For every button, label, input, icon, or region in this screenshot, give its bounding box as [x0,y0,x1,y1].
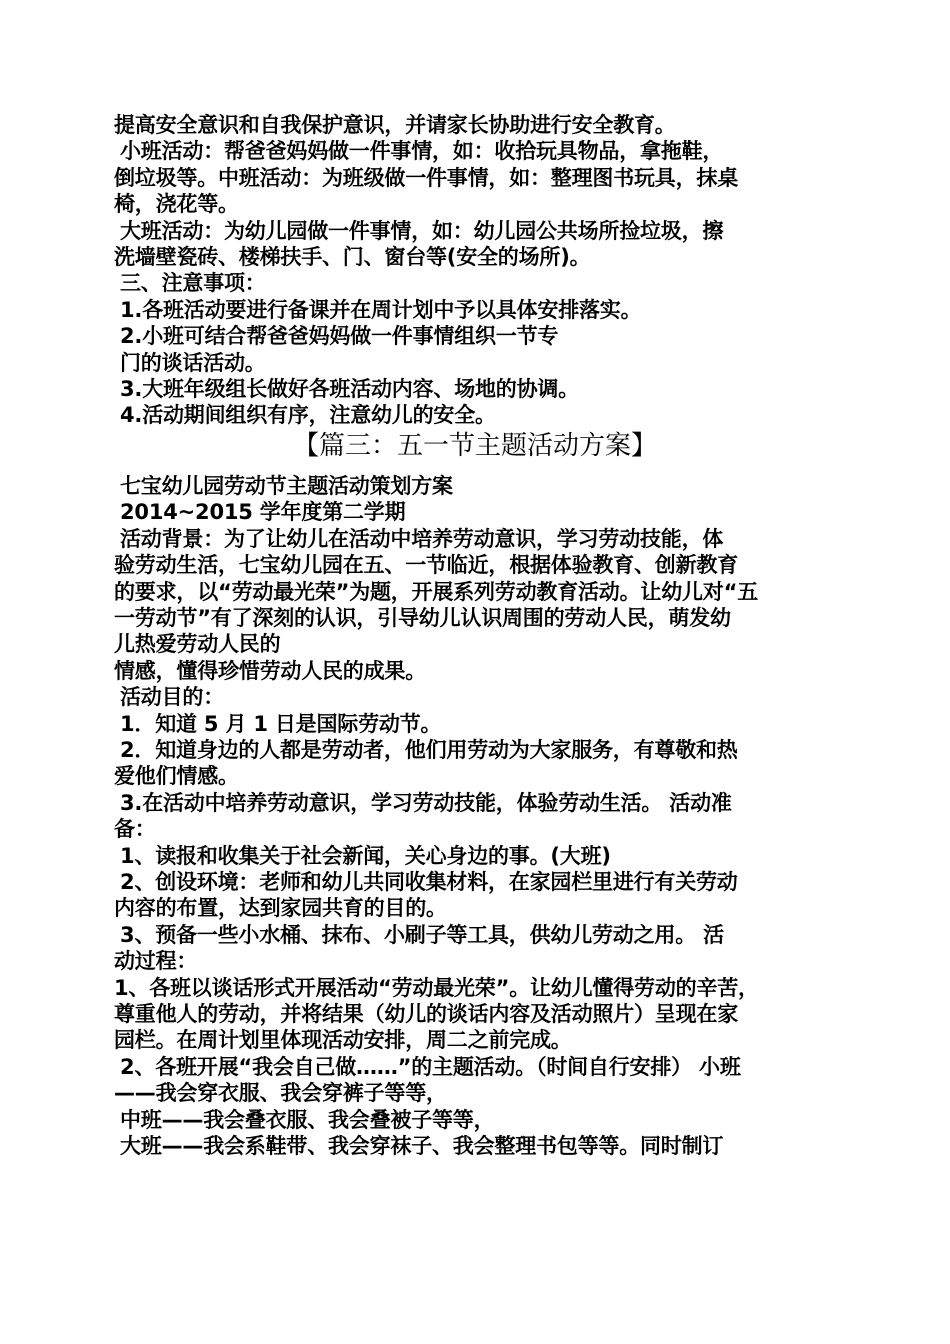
text-line: 2．知道身边的人都是劳动者，他们用劳动为大家服务，有尊敬和热 [120,737,738,762]
text-line: 2014~2015 学年度第二学期 [120,500,406,525]
text-line: 门的谈话活动。 [120,350,266,375]
text-line: 大班活动：为幼儿园做一件事情，如：幼儿园公共场所捡垃圾，擦 [120,218,724,243]
text-line: 备： [114,817,156,842]
text-line: 爱他们情感。 [114,764,239,789]
text-line: 1、各班以谈话形式开展活动“劳动最光荣”。让幼儿懂得劳动的辛苦， [114,975,759,1000]
text-line: 洗墙壁瓷砖、楼梯扶手、门、窗台等(安全的场所)。 [114,245,591,270]
text-line: 验劳动生活，七宝幼儿园在五、一节临近，根据体验教育、创新教育 [114,553,738,578]
text-line: 3.在活动中培养劳动意识，学习劳动技能，体验劳动生活。 活动准 [120,790,732,815]
text-line: 2.小班可结合帮爸爸妈妈做一件事情组织一节专 [120,324,559,349]
text-line: 动过程： [114,949,198,974]
text-line: ——我会穿衣服、我会穿裤子等等， [114,1081,447,1106]
section-heading: 【篇三：五一节主题活动方案】 [292,430,657,461]
text-line: 1．知道 5 月 1 日是国际劳动节。 [120,711,442,736]
text-line: 4.活动期间组织有序，注意幼儿的安全。 [120,403,496,428]
text-line: 2、创设环境：老师和幼儿共同收集材料，在家园栏里进行有关劳动 [120,869,738,894]
text-line: 2、各班开展“我会自己做……”的主题活动。（时间自行安排） 小班 [120,1054,741,1079]
text-line: 椅，浇花等。 [114,192,239,217]
text-line: 大班——我会系鞋带、我会穿袜子、我会整理书包等等。同时制订 [120,1134,724,1159]
text-line: 提高安全意识和自我保护意识，并请家长协助进行安全教育。 [114,113,676,137]
top-paragraphs [114,112,836,429]
bottom-paragraphs [114,473,836,1160]
text-line: 的要求，以“劳动最光荣”为题，开展系列劳动教育活动。让幼儿对“五 [114,579,759,604]
text-line: 1.各班活动要进行备课并在周计划中予以具体安排落实。 [120,297,642,322]
text-line: 3、预备一些小水桶、抹布、小刷子等工具，供幼儿劳动之用。 活 [120,922,724,947]
text-line: 三、注意事项： [120,271,266,296]
text-line: 活动背景：为了让幼儿在活动中培养劳动意识，学习劳动技能，体 [120,526,724,551]
text-line: 3.大班年级组长做好各班活动内容、场地的协调。 [120,377,579,402]
text-line: 倒垃圾等。中班活动：为班级做一件事情，如：整理图书玩具，抹桌 [114,165,738,190]
document-body [114,112,836,1159]
text-line: 儿热爱劳动人民的 [114,632,281,657]
text-line: 内容的布置，达到家园共育的目的。 [114,896,447,921]
text-line: 一劳动节”有了深刻的认识，引导幼儿认识周围的劳动人民，萌发幼 [114,605,731,630]
text-line: 尊重他人的劳动，并将结果（幼儿的谈话内容及活动照片）呈现在家 [114,1002,738,1026]
text-line: 活动目的： [120,685,224,710]
text-line: 小班活动：帮爸爸妈妈做一件事情，如：收拾玩具物品，拿拖鞋， [120,139,724,164]
text-line: 1、读报和收集关于社会新闻，关心身边的事。(大班) [120,843,611,868]
text-line: 七宝幼儿园劳动节主题活动策划方案 [120,473,453,498]
text-line: 中班——我会叠衣服、我会叠被子等等， [120,1107,495,1132]
text-line: 情感，懂得珍惜劳动人民的成果。 [114,658,426,683]
text-line: 园栏。在周计划里体现活动安排，周二之前完成。 [114,1028,572,1053]
